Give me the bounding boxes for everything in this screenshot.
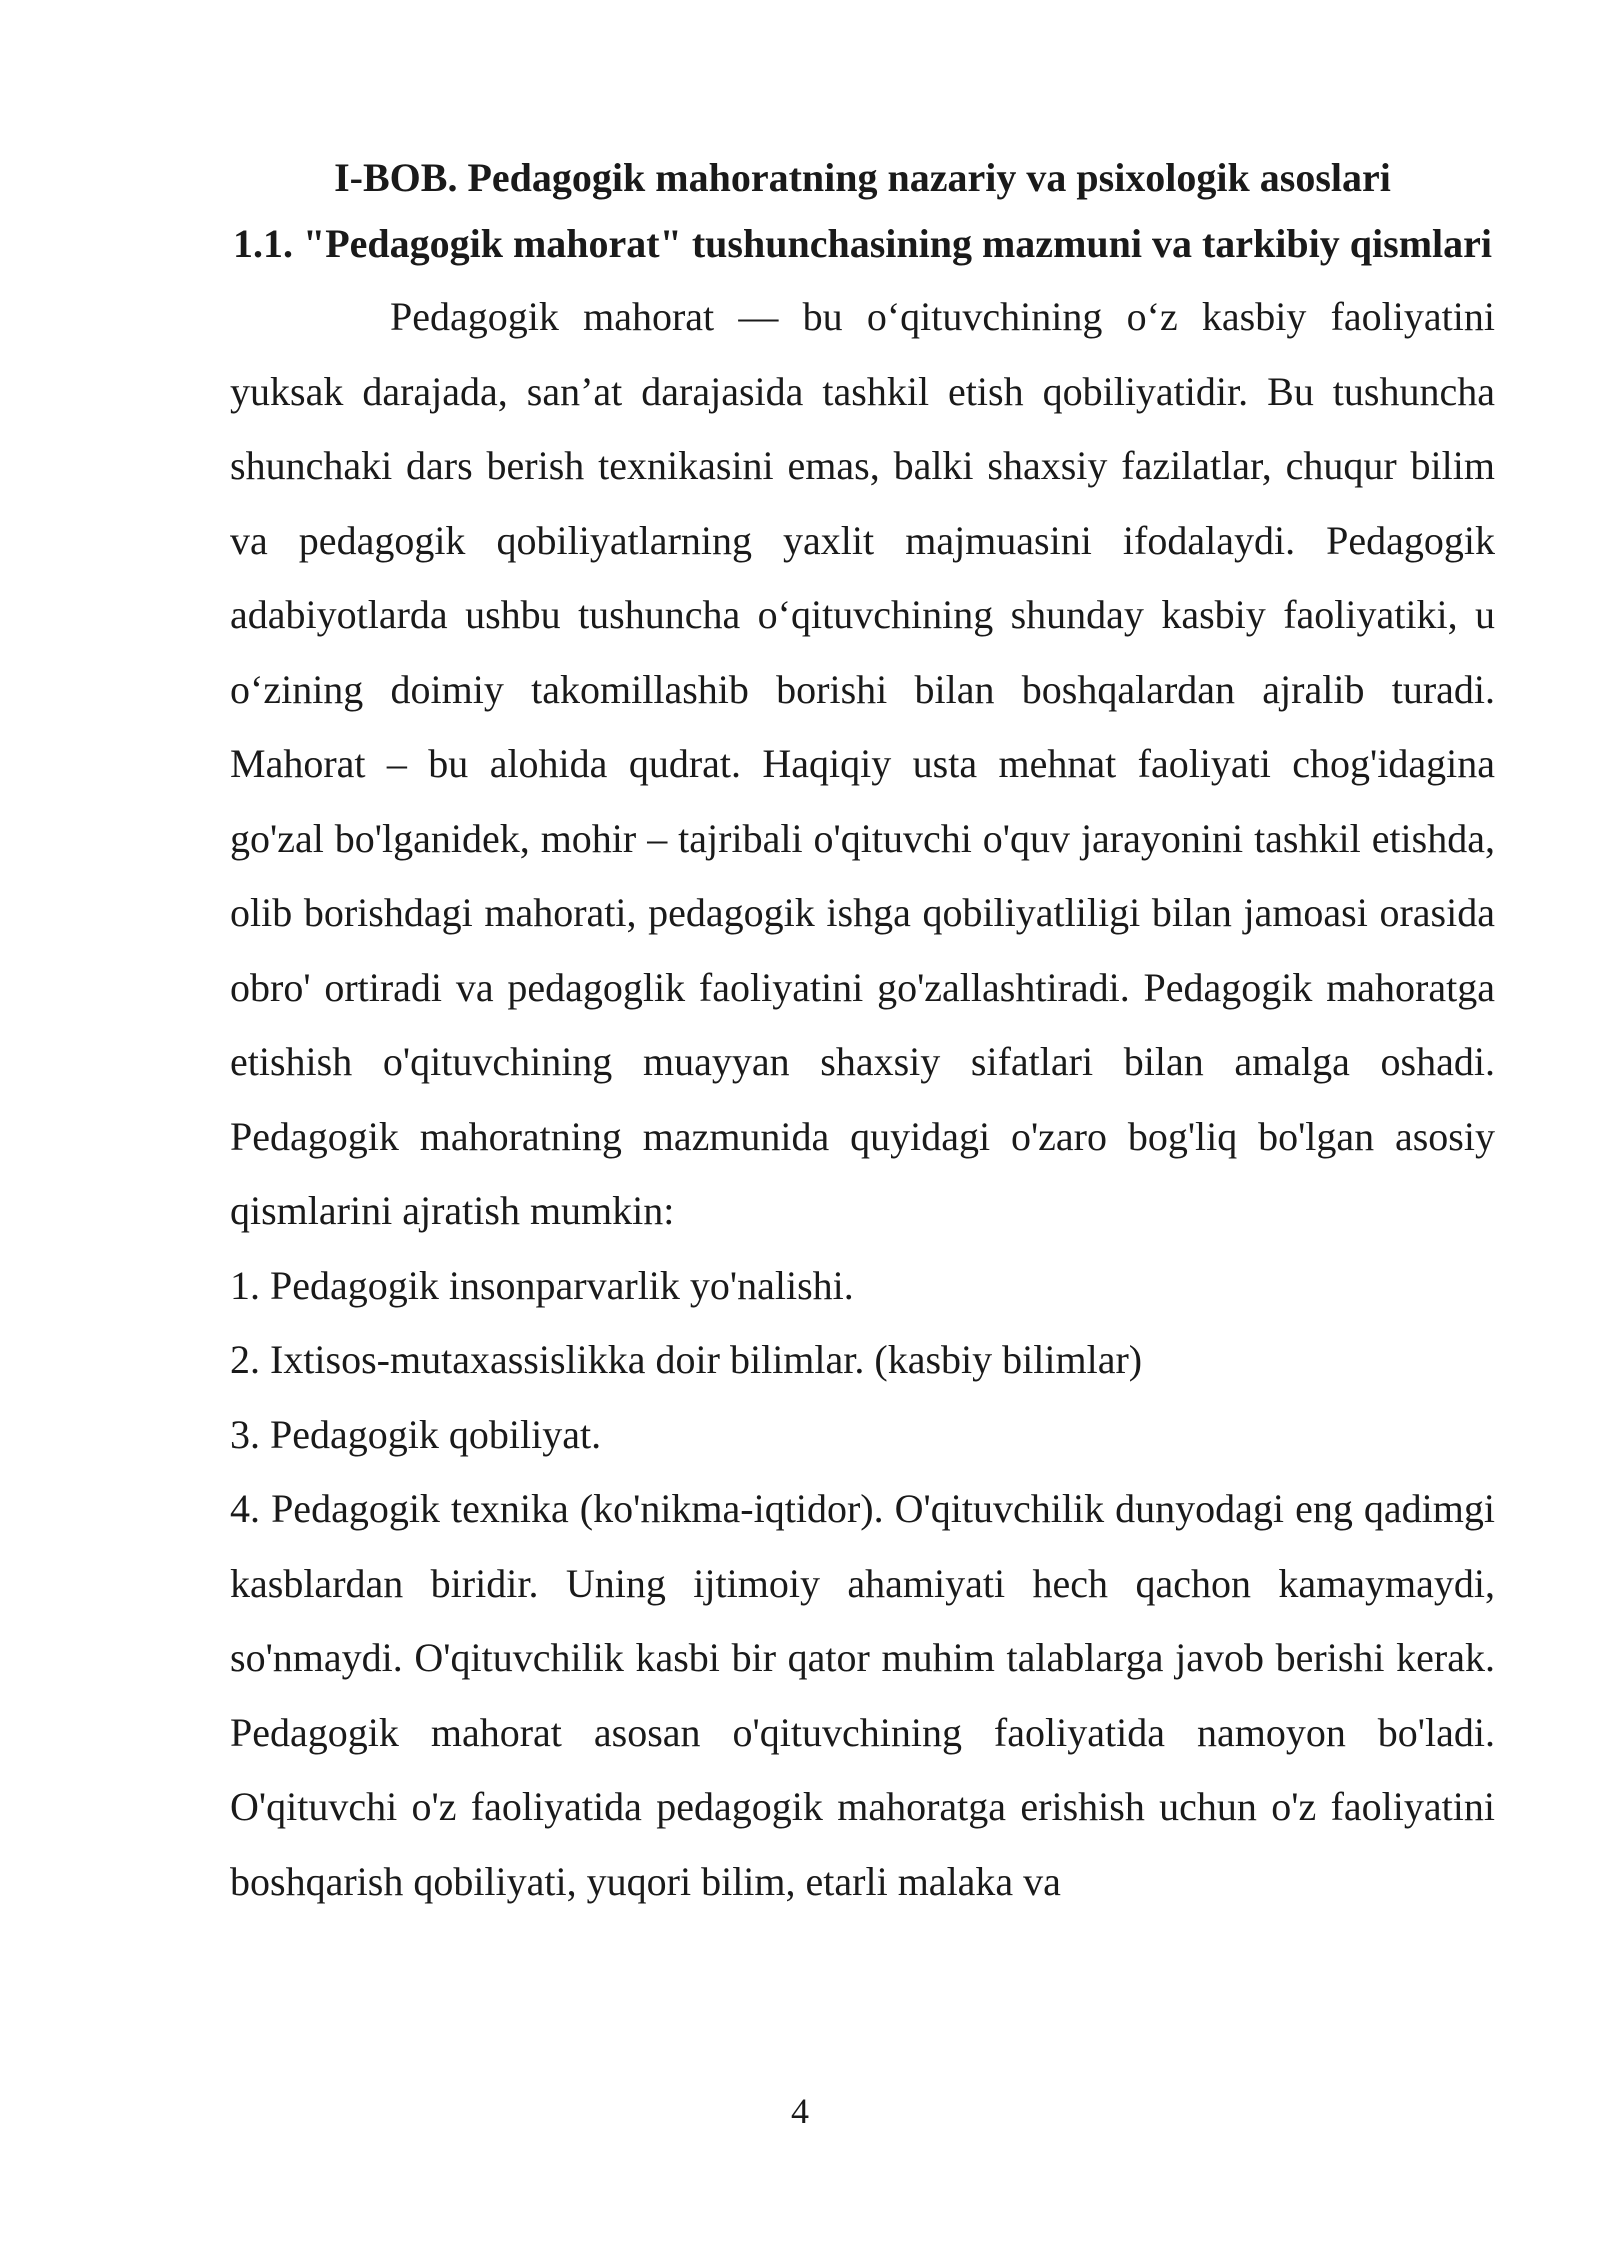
list-item: 2. Ixtisos-mutaxassislikka doir bilimlar. (kasbiy bilimlar) xyxy=(230,1337,1143,1382)
list-item: 4. Pedagogik texnika (ko'nikma-iqtidor). O'qituvchilik dunyodagi eng qadimgi kasblardan biridir. Uning ijtimoiy ahamiyati hech qachon kamaymaydi, so'nmaydi. O'qituvchilik kasbi bir qator muhim talablarga javob berishi kerak. Pedagogik mahorat asosan o'qituvchining faoliyatida namoyon bo'ladi. O'qituvchi o'z faoliyatida pedagogik mahoratga erishish uchun o'z faoliyatini boshqarish qobiliyati, yuqori bilim, etarli malaka va xyxy=(230,1486,1495,1904)
document-page xyxy=(230,150,1495,1919)
chapter-title: I-BOB. Pedagogik mahoratning nazariy va psixologik asoslari xyxy=(334,155,1391,200)
list-item: 3. Pedagogik qobiliyat. xyxy=(230,1411,602,1457)
page-number: 4 xyxy=(791,2091,809,2131)
list-item: 1. Pedagogik insonparvarlik yo'nalishi. xyxy=(230,1262,854,1308)
section-title: 1.1. "Pedagogik mahorat" tushunchasining mazmuni va tarkibiy qismlari xyxy=(232,221,1493,266)
intro-paragraph: Pedagogik mahorat — bu o‘qituvchining o‘z kasbiy faoliyatini yuksak darajada, san’at darajasida tashkil etish qobiliyatidir. Bu tushuncha shunchaki dars berish texnikasini emas, balki shaxsiy fazilatlar, chuqur bilim va pedagogik qobiliyatlarning yaxlit majmuasini ifodalaydi. Pedagogik adabiyotlarda ushbu tushuncha o‘qituvchining shunday kasbiy faoliyatiki, u o‘zining doimiy takomillashib borishi bilan boshqalardan ajralib turadi. Mahorat – bu alohida qudrat. Haqiqiy usta mehnat faoliyati chog'idagina go'zal bo'lganidek, mohir – tajribali o'qituvchi o'quv jarayonini tashkil etishda, olib borishdagi mahorati, pedagogik ishga qobiliyatliligi bilan jamoasi orasida obro' ortiradi va pedagoglik faoliyatini go'zallashtiradi. Pedagogik mahoratga etishish o'qituvchining muayyan shaxsiy sifatlari bilan amalga oshadi. Pedagogik mahoratning mazmunida quyidagi o'zaro bog'liq bo'lgan asosiy qismlarini ajratish mumkin: xyxy=(230,294,1495,1233)
